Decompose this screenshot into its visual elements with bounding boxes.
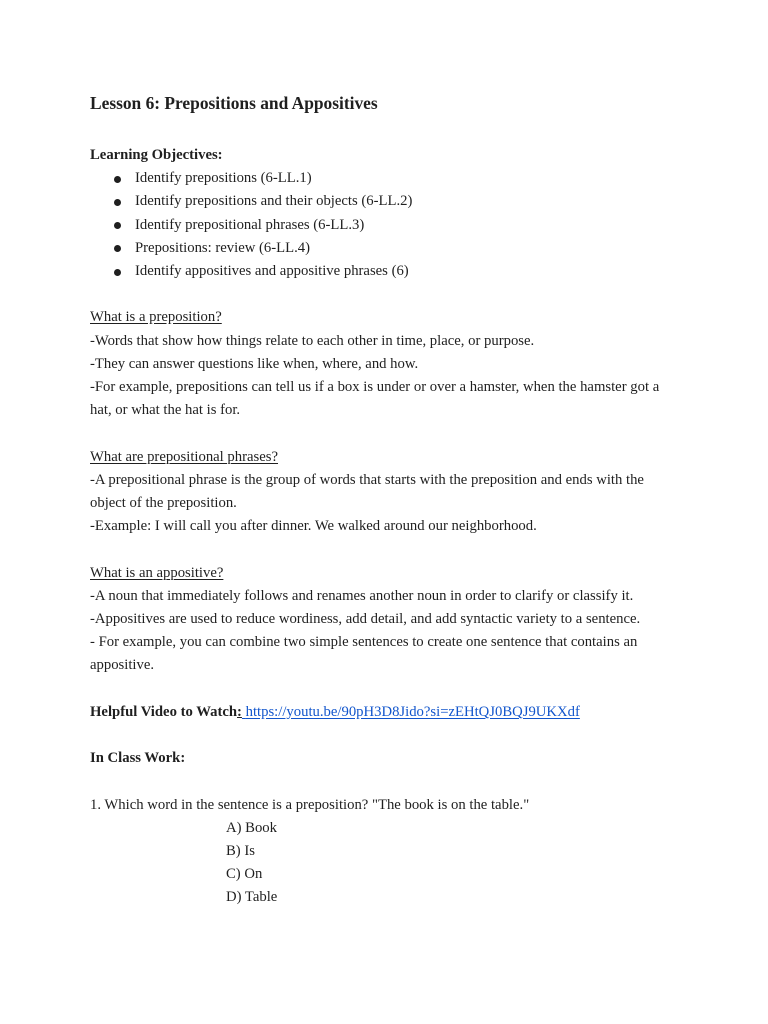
section-line: -Example: I will call you after dinner. We walked around our neighborhood. [90,518,537,535]
objectives-list [90,167,672,283]
bullet-icon [114,245,121,252]
section-heading: What are prepositional phrases? [90,448,279,465]
answer-option: A) Book [226,819,277,836]
section-heading: What is an appositive? [90,564,224,581]
question-text: 1. Which word in the sentence is a preposition? "The book is on the table." [90,796,530,813]
list-item [90,237,672,260]
answer-option: D) Table [226,889,278,906]
section-line: - For example, you can combine two simple sentences to create one sentence that contains an appositive. [90,634,638,674]
list-item [90,260,672,283]
section-heading: What is a preposition? [90,309,222,326]
video-link[interactable] [242,704,580,720]
bullet-icon [114,199,121,206]
objectives-label: Learning Objectives: [90,147,223,163]
document-body [90,92,672,910]
section-appositive [90,562,672,678]
in-class-work-label: In Class Work: [90,750,186,767]
page-title: Lesson 6: Prepositions and Appositives [90,93,378,113]
section-line: -Words that show how things relate to each other in time, place, or purpose. [90,332,535,349]
bullet-icon [114,269,121,276]
section-line: -For example, prepositions can tell us if a box is under or over a hamster, when the hamster got a hat, or what the hat is for. [90,379,660,419]
answer-option: C) On [226,866,263,883]
section-line: -A prepositional phrase is the group of words that starts with the preposition and ends with the object of the preposition. [90,471,644,512]
section-line: -They can answer questions like when, where, and how. [90,355,419,372]
section-line: -Appositives are used to reduce wordiness, add detail, and add syntactic variety to a sentence. [90,611,641,628]
section-prepositional-phrases [90,446,672,539]
helpful-video [90,701,672,724]
list-item [90,190,672,213]
list-item [90,167,672,190]
video-url: https://youtu.be/90pH3D8Jido?si=zEHtQJ0BQJ9UKXdf [245,703,580,720]
objective-text: Identify prepositions and their objects (6-LL.2) [135,193,413,210]
bullet-icon [114,176,121,183]
section-line: -A noun that immediately follows and renames another noun in order to clarify or classify it. [90,587,634,604]
objective-text: Identify prepositions (6-LL.1) [135,170,312,187]
list-item [90,214,672,237]
objective-text: Identify appositives and appositive phrases (6) [135,263,409,280]
video-label: Helpful Video to Watch [90,703,238,720]
objective-text: Identify prepositional phrases (6-LL.3) [135,216,365,233]
section-preposition [90,306,672,422]
answer-option: B) Is [226,843,255,859]
question-1 [90,794,672,910]
video-separator: : [237,703,242,720]
objective-text: Prepositions: review (6-LL.4) [135,239,310,256]
bullet-icon [114,222,121,229]
